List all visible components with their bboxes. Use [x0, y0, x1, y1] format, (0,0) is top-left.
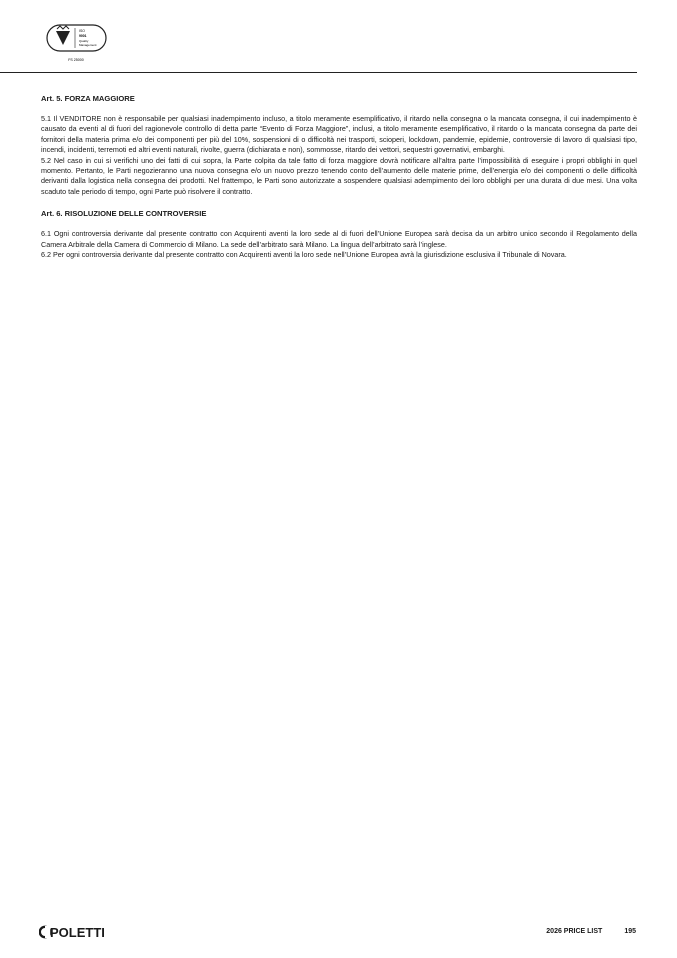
- page-number: 195: [624, 928, 636, 935]
- brand-name: POLETTI: [50, 925, 105, 940]
- article-5-paragraph-1: 5.1 Il VENDITORE non è responsabile per qualsiasi inadempimento incluso, a titolo meramente esemplificativo, il ritardo nella consegna o la mancata consegna, il cui inadempimento è causato da eventi al di fuori del ragionevole controllo di detta parte “Evento di Forza Maggiore”, inclusi, a titolo meramente esemplificativo, il ritardo o la mancata consegna da parte dei fornitori della materia prima e/o dei componenti per più del 10%, sospensioni di o difficoltà nei trasporti, scioperi, lockdown, pandemie, epidemie, controversie di lavoro di qualsiasi tipo, incendi, incidenti, terremoti ed altri eventi naturali, rivolte, guerra (dichiarata e non), sommosse, ritardo dei vettori, sequestri governativi, embarghi.: [41, 114, 637, 155]
- certification-logo: [46, 23, 108, 65]
- article-5-title: Art. 5. FORZA MAGGIORE: [41, 94, 135, 103]
- article-5-paragraph-2: 5.2 Nel caso in cui si verifichi uno dei fatti di cui sopra, la Parte colpita da tale fatto di forza maggiore dovrà notificare all’altra parte l’impossibilità di eseguire i propri obblighi in quel momento. Pertanto, le Parti negozieranno una nuova consegna e/o un nuovo prezzo tenendo conto dell’aumento delle materie prime, dell’energia e/o dei componenti o delle difficoltà derivanti dalla logistica nella consegna dei prodotti. Nel frattempo, le Parti sono autorizzate a sospendere qualsiasi adempimento dei loro obblighi per una durata di due mesi. Una volta scaduto tale periodo di tempo, ogni Parte può risolvere il contratto.: [41, 155, 637, 196]
- article-6-title: Art. 6. RISOLUZIONE DELLE CONTROVERSIE: [41, 209, 207, 219]
- poletti-logo: [39, 924, 117, 940]
- cert-text-1: ISO: [79, 29, 85, 33]
- article-6: [41, 209, 637, 260]
- header-divider: [0, 72, 637, 73]
- article-6-paragraph-1: 6.1 Ogni controversia derivante dal presente contratto con Acquirenti aventi la loro sede al di fuori dell’Unione Europea sarà decisa da un arbitro unico secondo il Regolamento della Camera Arbitrale della Camera di Commercio di Milano. La sede dell’arbitrato sarà Milano. La lingua dell’arbitrato sarà l’inglese.: [41, 229, 637, 249]
- article-5: [41, 94, 637, 197]
- document-body: [41, 94, 637, 272]
- article-6-paragraph-2: 6.2 Per ogni controversia derivante dal presente contratto con Acquirenti aventi la loro sede nell’Unione Europea avrà la giurisdizione esclusiva il Tribunale di Novara.: [41, 250, 567, 260]
- cert-text-2: 9001: [79, 34, 87, 38]
- cert-text-3: Quality: [79, 39, 89, 43]
- cert-number: FS 25000: [68, 58, 84, 62]
- footer-info: [546, 928, 636, 935]
- price-list-label: 2026 PRICE LIST: [546, 928, 603, 935]
- cert-text-4: Management: [79, 43, 97, 47]
